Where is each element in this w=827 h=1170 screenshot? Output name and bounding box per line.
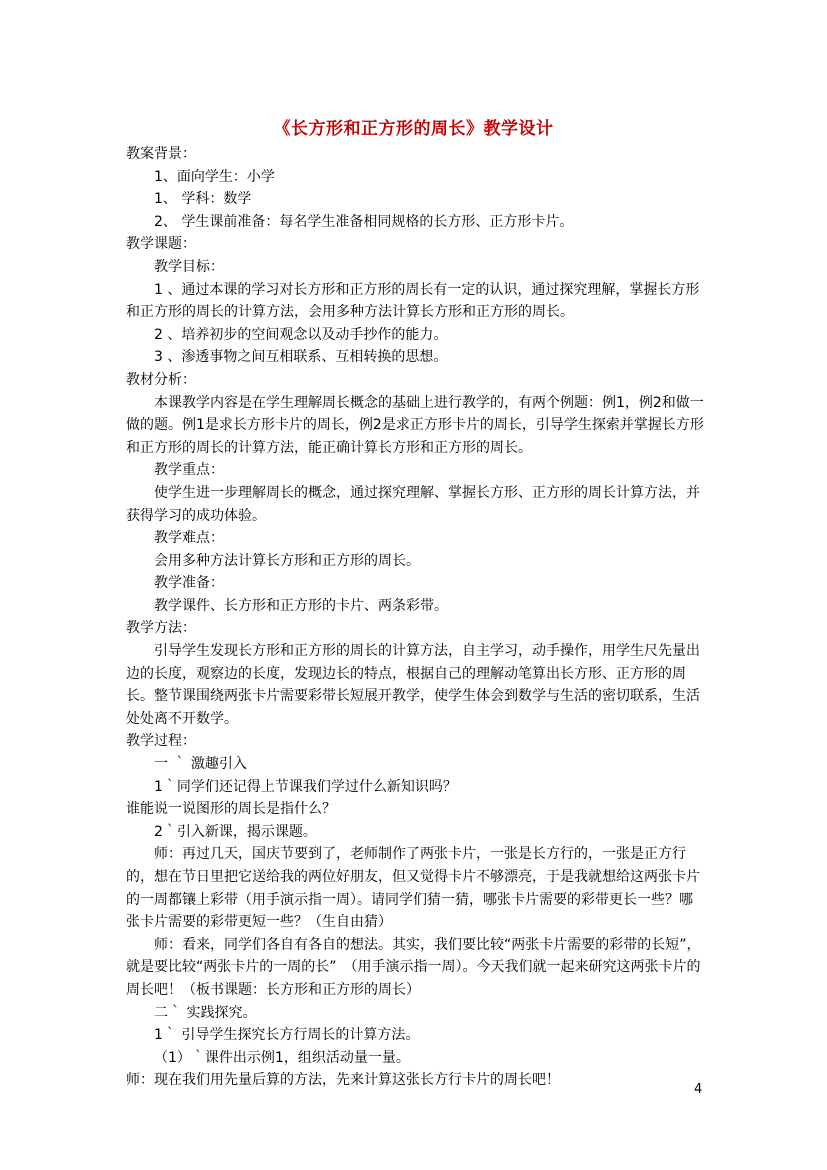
document-body <box>126 143 704 1092</box>
paragraph: 谁能说一说图形的周长是指什么？ <box>126 801 336 818</box>
paragraph: 师：看来，同学们各自有各自的想法。其实，我们要比较“两张卡片需要的彩带的长短”，就是要比较“两张卡片的一周的长” （用手演示指一周）。今天我们就一起来研究这两张卡片的周长吧！（板书课题：长方形和正方形的周长） <box>126 936 701 998</box>
paragraph: 教学难点： <box>154 530 224 547</box>
paragraph: 教学过程： <box>126 733 196 750</box>
paragraph: 一 ｀ 激趣引入 <box>154 756 247 773</box>
paragraph: 3 、渗透事物之间互相联系、互相转换的思想。 <box>154 349 448 366</box>
paragraph: 教学课件、长方形和正方形的卡片、两条彩带。 <box>154 597 448 614</box>
paragraph: 教学方法： <box>126 620 196 637</box>
paragraph: 教案背景： <box>126 146 196 162</box>
paragraph: 教材分析： <box>126 371 196 388</box>
paragraph: 师：再过几天，国庆节要到了，老师制作了两张卡片，一张是长方行的，一张是正方行的，想在节日里把它送给我的两位好朋友，但又觉得卡片不够漂亮，于是我就想给这两张卡片的一周都镶上彩带（用手演示指一周）。请同学们猜一猜，哪张卡片需要的彩带更长一些？哪张卡片需要的彩带更短一些？（生自由猜） <box>126 846 700 931</box>
document-title: 《长方形和正方形的周长》教学设计 <box>273 119 554 139</box>
paragraph: 2 、培养初步的空间观念以及动手抄作的能力。 <box>154 326 448 343</box>
paragraph: 教学重点： <box>154 462 224 479</box>
paragraph: 本课教学内容是在学生理解周长概念的基础上进行教学的，有两个例题：例1，例2和做一做的题。例1是求长方形卡片的周长，例2是求正方形卡片的周长，引导学生探索并掌握长方形和正方形的周长的计算方法，能正确计算长方形和正方形的周长。 <box>126 394 704 456</box>
paragraph: 师：现在我们用先量后算的方法，先来计算这张长方行卡片的周长吧！ <box>126 1072 560 1089</box>
paragraph: 会用多种方法计算长方形和正方形的周长。 <box>154 552 420 569</box>
paragraph: 使学生进一步理解周长的概念，通过探究理解、掌握长方形、正方形的周长计算方法，并获得学习的成功体验。 <box>126 484 700 524</box>
paragraph: 引导学生发现长方形和正方形的周长的计算方法，自主学习，动手操作，用学生尺先量出边的长度，观察边的长度，发现边长的特点，根据自己的理解动笔算出长方形、正方形的周长。整节课围绕两张卡片需要彩带长短展开教学，使学生体会到数学与生活的密切联系，生活处处离不开数学。 <box>126 643 700 727</box>
paragraph: 教学课题： <box>126 236 196 253</box>
paragraph: 2、 学生课前准备：每名学生准备相同规格的长方形、正方形卡片。 <box>154 213 574 230</box>
paragraph: 2｀引入新课，揭示课题。 <box>154 823 317 840</box>
paragraph: 1、 学科：数学 <box>154 191 252 208</box>
paragraph: 二｀ 实践探究。 <box>154 1004 257 1021</box>
page-number: 4 <box>694 1082 703 1097</box>
paragraph: （1）｀课件出示例1，组织活动量一量。 <box>154 1049 410 1066</box>
paragraph: 教学准备： <box>154 575 224 592</box>
paragraph: 1｀ 引导学生探究长方行周长的计算方法。 <box>154 1027 420 1044</box>
paragraph: 1｀同学们还记得上节课我们学过什么新知识吗？ <box>154 778 457 795</box>
paragraph: 1、面向学生：小学 <box>154 168 275 185</box>
paragraph: 教学目标： <box>154 258 224 275</box>
paragraph: 1 、通过本课的学习对长方形和正方形的周长有一定的认识，通过探究理解，掌握长方形和正方形的周长的计算方法，会用多种方法计算长方形和正方形的周长。 <box>126 281 700 321</box>
